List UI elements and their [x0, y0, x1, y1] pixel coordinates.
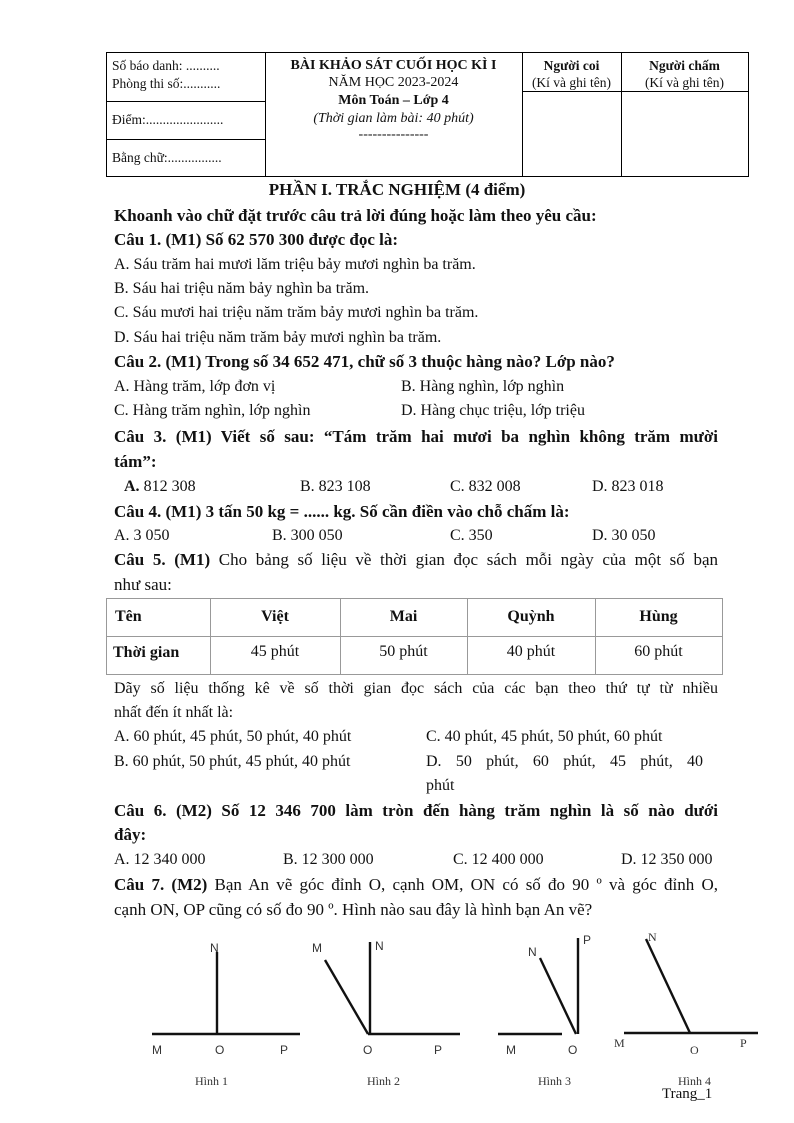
figure-caption: Hình 3 — [538, 1074, 571, 1088]
q2-option-a: A. Hàng trăm, lớp đơn vị — [114, 378, 276, 395]
q2-option-d: D. Hàng chục triệu, lớp triệu — [401, 402, 585, 419]
ray-on — [646, 939, 690, 1033]
q2-option-c: C. Hàng trăm nghìn, lớp nghìn — [114, 402, 311, 419]
q5-question-line1: Dãy số liệu thống kê về số thời gian đọc sách của các bạn theo thứ tự từ nhiều — [114, 680, 718, 697]
reading-time-table — [106, 598, 723, 675]
divider — [107, 636, 722, 637]
q6-option-b: B. 12 300 000 — [283, 851, 374, 868]
label-p: P — [434, 1043, 443, 1057]
label-n: N — [648, 930, 657, 944]
q5-question-line2: nhất đến ít nhất là: — [114, 704, 234, 721]
q5-option-a: A. 60 phút, 45 phút, 50 phút, 40 phút — [114, 728, 352, 745]
table-cell: Mai — [389, 608, 418, 625]
q5-stem-label: Câu 5. (M1) — [114, 550, 211, 569]
q3-stem-line2: tám”: — [114, 452, 157, 471]
exam-title: BÀI KHẢO SÁT CUỐI HỌC KÌ I — [290, 58, 497, 73]
q7-stem-line2: cạnh ON, OP cũng có số đo 90 º. Hình nào sau đây là hình bạn An vẽ? — [114, 900, 593, 919]
label-m: M — [614, 1036, 625, 1050]
q3-option-c: C. 832 008 — [450, 478, 521, 495]
nguoi-cham-sub: (Kí và ghi tên) — [644, 75, 725, 90]
table-cell: Hùng — [639, 608, 678, 625]
label-p: P — [583, 933, 592, 947]
school-year: NĂM HỌC 2023-2024 — [328, 75, 459, 90]
table-cell: Quỳnh — [507, 608, 555, 625]
section-title: PHẦN I. TRẮC NGHIỆM (4 điểm) — [268, 180, 526, 199]
figure-caption: Hình 4 — [678, 1074, 711, 1088]
nguoi-cham-title: Người chấm — [649, 58, 720, 73]
label-n: N — [210, 941, 219, 955]
table-header-name: Tên — [115, 608, 142, 625]
divider — [522, 91, 748, 92]
header-table — [106, 52, 749, 177]
label-o: O — [215, 1043, 225, 1057]
q5-option-d-line2: phút — [426, 777, 455, 794]
table-cell: Việt — [261, 608, 289, 625]
label-o: O — [690, 1043, 699, 1057]
bang-chu: Bằng chữ:................ — [112, 150, 222, 165]
table-cell: 40 phút — [506, 643, 556, 660]
q1-option-d: D. Sáu hai triệu năm trăm bảy mươi nghìn ba trăm. — [114, 329, 442, 346]
nguoi-coi-title: Người coi — [543, 58, 600, 73]
q5-option-d-line1: D. 50 phút, 60 phút, 45 phút, 40 — [426, 753, 703, 770]
q3-option-b: B. 823 108 — [300, 478, 371, 495]
q5-option-c: C. 40 phút, 45 phút, 50 phút, 60 phút — [426, 728, 663, 745]
q3-option-a — [124, 475, 196, 499]
q3-option-a-value: 812 308 — [139, 478, 196, 495]
diem: Điểm:....................... — [112, 112, 224, 127]
label-p: P — [740, 1036, 747, 1050]
table-cell: 60 phút — [634, 643, 683, 660]
q4-option-c: C. 350 — [450, 527, 493, 544]
label-n: N — [528, 945, 537, 959]
time-limit: (Thời gian làm bài: 40 phút) — [313, 111, 474, 126]
label-m: M — [152, 1043, 162, 1057]
q1-option-a: A. Sáu trăm hai mươi lăm triệu bảy mươi nghìn ba trăm. — [114, 256, 476, 273]
q2-stem: Câu 2. (M1) Trong số 34 652 471, chữ số 3 thuộc hàng nào? Lớp nào? — [114, 352, 615, 371]
label-p: P — [280, 1043, 289, 1057]
figure-caption: Hình 1 — [195, 1074, 228, 1088]
page-number: Trang_1 — [662, 1086, 713, 1102]
q4-option-d: D. 30 050 — [592, 527, 656, 544]
q5-stem-text: Cho bảng số liệu về thời gian đọc sách mỗi ngày của một số bạn — [210, 550, 718, 569]
q7-stem-line1 — [114, 873, 718, 897]
label-m: M — [506, 1043, 516, 1057]
table-cell: 50 phút — [379, 643, 428, 660]
label-n: N — [375, 939, 384, 953]
figure-1 — [140, 930, 310, 1100]
phong-thi: Phòng thi số:........... — [112, 76, 221, 91]
q4-option-b: B. 300 050 — [272, 527, 343, 544]
q6-option-d: D. 12 350 000 — [621, 851, 713, 868]
label-o: O — [363, 1043, 373, 1057]
subject: Môn Toán – Lớp 4 — [338, 93, 449, 108]
table-header-time: Thời gian — [113, 644, 180, 661]
q5-option-b: B. 60 phút, 50 phút, 45 phút, 40 phút — [114, 753, 351, 770]
q6-stem-line1: Câu 6. (M2) Số 12 346 700 làm tròn đến hàng trăm nghìn là số nào dưới — [114, 801, 718, 820]
q3-stem-line1: Câu 3. (M1) Viết số sau: “Tám trăm hai mươi ba nghìn không trăm mười — [114, 427, 718, 446]
q5-stem-line2: như sau: — [114, 575, 172, 594]
instruction: Khoanh vào chữ đặt trước câu trả lời đúng hoặc làm theo yêu cầu: — [114, 206, 597, 225]
label-m: M — [312, 941, 322, 955]
label-o: O — [568, 1043, 578, 1057]
q6-option-c: C. 12 400 000 — [453, 851, 544, 868]
q5-stem-line1 — [114, 548, 718, 572]
figure-4 — [610, 925, 780, 1100]
so-bao-danh: Số báo danh: .......... — [112, 58, 220, 73]
q7-stem-label: Câu 7. (M2) — [114, 875, 208, 894]
ray-on — [540, 958, 576, 1034]
q3-option-d: D. 823 018 — [592, 478, 664, 495]
figure-2 — [300, 930, 470, 1100]
q4-option-a: A. 3 050 — [114, 527, 170, 544]
divider — [107, 101, 265, 102]
nguoi-coi-sub: (Kí và ghi tên) — [531, 75, 612, 90]
q7-stem-text: Bạn An vẽ góc đỉnh O, cạnh OM, ON có số đo 90 º và góc đỉnh O, — [207, 875, 719, 894]
ray-om — [325, 960, 368, 1034]
divider — [107, 139, 265, 140]
q1-option-b: B. Sáu hai triệu năm bảy nghìn ba trăm. — [114, 280, 370, 297]
q4-stem: Câu 4. (M1) 3 tấn 50 kg = ...... kg. Số cần điền vào chỗ chấm là: — [114, 502, 570, 521]
q1-option-c: C. Sáu mươi hai triệu năm trăm bảy mươi nghìn ba trăm. — [114, 304, 479, 321]
q1-stem: Câu 1. (M1) Số 62 570 300 được đọc là: — [114, 230, 399, 249]
table-cell: 45 phút — [250, 643, 300, 660]
q6-option-a: A. 12 340 000 — [114, 851, 206, 868]
q3-option-a-letter: A. — [124, 478, 140, 495]
dashes: --------------- — [358, 127, 429, 142]
q6-stem-line2: đây: — [114, 825, 147, 844]
q2-option-b: B. Hàng nghìn, lớp nghìn — [401, 378, 565, 395]
figure-caption: Hình 2 — [367, 1074, 400, 1088]
